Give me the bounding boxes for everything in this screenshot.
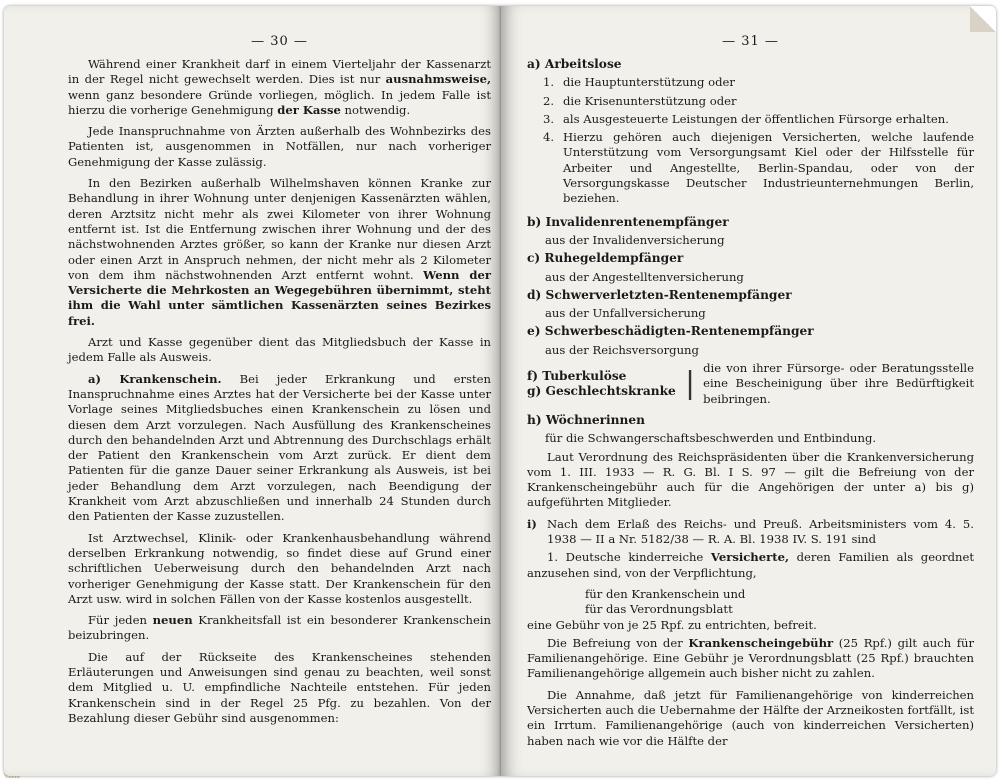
list-heading: d) Schwerverletzten-Rentenempfänger xyxy=(527,287,792,302)
list-heading: b) Invalidenrentenempfänger xyxy=(527,214,729,229)
list-item: 2. die Krisenunterstützung oder xyxy=(543,93,737,108)
folded-corner xyxy=(970,6,996,32)
list-subtext: aus der Invalidenversicherung xyxy=(545,232,725,247)
text-line: eine Gebühr von je 25 Rpf. zu entrichten, befreit. xyxy=(527,617,817,632)
paragraph: Laut Verordnung des Reichspräsidenten über die Krankenversicherung vom 1. III. 1933 — R. G. Bl. I S. 97 — gilt die Befreiung von der Krankenscheingebühr auch für die Angehörigen der unter a) bis g) aufgeführten Mitglieder. xyxy=(527,449,974,510)
page-number-left: — 30 — xyxy=(251,34,308,49)
paragraph: Die Befreiung von der Krankenscheingebühr (25 Rpf.) gilt auch für Familienangehörige. Eine Gebühr je Verordnungsblatt (25 Rpf.) brauchten Familienangehörige allgemein auch bisher nicht zu zahlen. xyxy=(527,635,974,681)
brace: | xyxy=(685,365,696,401)
list-subtext: aus der Reichsversorgung xyxy=(545,342,699,357)
list-heading: g) Geschlechtskranke xyxy=(527,383,676,398)
open-booklet xyxy=(4,6,996,776)
paragraph: 1. Deutsche kinderreiche Versicherte, deren Familien als geordnet anzusehen sind, von der Verpflichtung, xyxy=(527,550,974,580)
paragraph: Jede Inanspruchnahme von Ärzten außerhalb des Wohnbezirks des Patienten ist, ausgenommen in Notfällen, nur nach vorheriger Genehmigung der Kasse zulässig. xyxy=(68,124,491,169)
indented-line: für das Verordnungsblatt xyxy=(585,602,733,617)
list-subtext: aus der Angestelltenversicherung xyxy=(545,269,744,284)
paragraph: a) Krankenschein. Bei jeder Erkrankung und ersten Inanspruchnahme eines Arztes hat der Versicherte bei der Kasse unter Vorlage seines Mitgliedsbuches einen Krankenschein zu lösen und diesen dem Arzt vorzulegen. Nach Ausfüllung des Krankenscheines durch den behandelnden Arzt und Abtrennung des Durchschlags erhält der Patient den Krankenschein vom Arzt zurück. Er dient dem Patienten für die ganze Dauer seiner Erkrankung als Ausweis, ist bei jeder Behandlung dem Arzt vorzulegen, nach Beendigung der Krankheit vom Arzt abzuschließen und innerhalb 24 Stunden durch den Patienten der Kasse zuzustellen. xyxy=(68,371,492,524)
grouped-entries-fg xyxy=(527,361,974,407)
list-item: 1. die Hauptunterstützung oder xyxy=(543,75,735,90)
list-heading: e) Schwerbeschädigten-Rentenempfänger xyxy=(527,324,814,339)
right-page xyxy=(501,6,996,776)
list-heading: h) Wöchnerinnen xyxy=(527,412,645,427)
list-heading: c) Ruhegeldempfänger xyxy=(527,251,684,266)
group-note: die von ihrer Fürsorge- oder Beratungsstelle eine Bescheinigung über ihre Bedürftigkeit beibringen. xyxy=(703,361,974,406)
paragraph: Die Annahme, daß jetzt für Familienangehörige von kinderreichen Versicherten auch die Uebernahme der Hälfte der Arzneikosten fortfällt, ist ein Irrtum. Familienangehörige (auch von kinderreichen Versicherten) haben nach wie vor die Hälfte der xyxy=(527,687,974,748)
right-page-text xyxy=(527,57,974,749)
paragraph: In den Bezirken außerhalb Wilhelmshaven können Kranke zur Behandlung in ihrer Wohnung unter denjenigen Kassenärzten wählen, deren Arztsitz nicht mehr als zwei Kilometer von ihrer Wohnung entfernt ist. Ist die Entfernung zwischen ihrer Wohnung und der des nächstwohnenden Arztes größer, so kann der Kranke nur diesen Arzt oder einen Arzt in Anspruch nehmen, der nicht mehr als 2 Kilometer von dem ihm nächstwohnenden Arzt entfernt wohnt. Wenn der Versicherte die Mehrkosten an Wegegebühren übernimmt, steht ihm die Wahl unter sämtlichen Kassenärzten seines Bezirkes frei. xyxy=(68,176,492,328)
paragraph: Arzt und Kasse gegenüber dient das Mitgliedsbuch der Kasse in jedem Falle als Ausweis. xyxy=(68,335,491,365)
list-item: i) Nach dem Erlaß des Reichs- und Preuß. Arbeitsministers vom 4. 5. 1938 — II a Nr. 5182/38 — R. A. Bl. 1938 IV. S. 191 sind xyxy=(527,516,974,547)
list-item: 3. als Ausgesteuerte Leistungen der öffentlichen Fürsorge erhalten. xyxy=(543,111,949,126)
list-subtext: für die Schwangerschaftsbeschwerden und Entbindung. xyxy=(545,431,877,446)
left-page-text xyxy=(68,57,491,726)
paragraph: Während einer Krankheit darf in einem Vierteljahr der Kassenarzt in der Regel nicht gewechselt werden. Dies ist nur ausnahmsweise, wenn ganz besondere Gründe vorliegen, möglich. In jedem Falle ist hierzu die vorherige Genehmigung der Kasse notwendig. xyxy=(68,57,491,117)
list-heading: f) Tuberkulöse xyxy=(527,368,627,383)
list-heading: a) Arbeitslose xyxy=(527,57,622,71)
page-number-right: — 31 — xyxy=(722,34,779,49)
list-item: 4. Hierzu gehören auch diejenigen Versicherten, welche laufende Unterstützung vom Versorgungsamt Kiel oder der Hilfsstelle für Arbeiter und Angestellte, Berlin-Spandau, oder von der Versorgungskasse Deutscher Industrieunternehmungen Berlin, beziehen. xyxy=(543,130,974,206)
list-subtext: aus der Unfallversicherung xyxy=(545,306,706,321)
paragraph: Ist Arztwechsel, Klinik- oder Krankenhausbehandlung während derselben Erkrankung notwendig, so findet diese auf Grund einer schriftlichen Ueberweisung durch den behandelnden Arzt nach vorheriger Genehmigung der Kasse statt. Der Krankenschein für den Arzt usw. wird in solchen Fällen von der Kasse kostenlos ausgestellt. xyxy=(68,530,491,606)
paragraph: Für jeden neuen Krankheitsfall ist ein besonderer Krankenschein beizubringen. xyxy=(68,613,491,643)
paragraph: Die auf der Rückseite des Krankenscheines stehenden Erläuterungen und Anweisungen sind genau zu beachten, weil sonst dem Mitglied u. U. empfindliche Nachteile entstehen. Für jeden Krankenschein sind in der Regel 25 Pfg. zu bezahlen. Von der Bezahlung dieser Gebühr sind ausgenommen: xyxy=(68,649,491,725)
indented-line: für den Krankenschein und xyxy=(585,586,746,601)
left-page xyxy=(4,6,501,776)
